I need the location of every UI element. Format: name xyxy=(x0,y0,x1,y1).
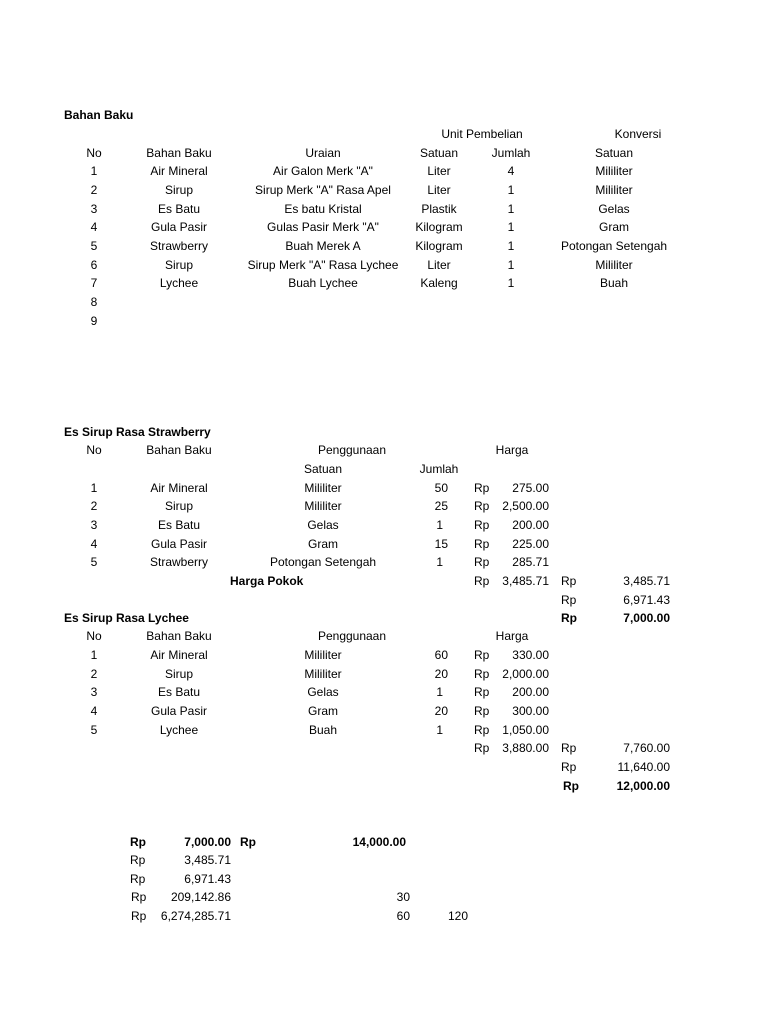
cell-bahan: Air Mineral xyxy=(150,648,208,662)
summary-value: 6,274,285.71 xyxy=(160,909,231,923)
cell-satuan: Gelas xyxy=(307,685,339,699)
summary-rp: Rp xyxy=(130,853,146,867)
cell-jumlah: 1 xyxy=(507,239,515,253)
cell-satuan: Plastik xyxy=(421,202,457,216)
cell-jumlah: 1 xyxy=(507,202,515,216)
cell-satuan: Potongan Setengah xyxy=(269,555,377,569)
cell-jumlah: 25 xyxy=(434,499,448,513)
cell-no: 2 xyxy=(90,183,98,197)
cell-no: 5 xyxy=(90,723,98,737)
cell-harga: 2,500.00 xyxy=(502,499,549,513)
cell-harga: 1,050.00 xyxy=(502,723,549,737)
cell-rp: Rp xyxy=(474,648,490,662)
side-value: 7,760.00 xyxy=(623,741,670,755)
cell-satuan: Kilogram xyxy=(415,239,463,253)
cell-konversi: Potongan Setengah xyxy=(560,239,668,253)
col-header-no: No xyxy=(86,629,102,643)
cell-jumlah: 1 xyxy=(507,258,515,272)
summary-rp: Rp xyxy=(131,909,147,923)
cell-rp: Rp xyxy=(474,723,490,737)
col-header-bahan-baku: Bahan Baku xyxy=(146,146,212,160)
cell-no: 6 xyxy=(90,258,98,272)
cell-bahan: Es Batu xyxy=(157,518,201,532)
cell-konversi: Buah xyxy=(599,276,629,290)
summary-rp-2: Rp xyxy=(240,835,256,849)
cell-jumlah: 20 xyxy=(434,704,448,718)
cell-uraian: Sirup Merk "A" Rasa Apel xyxy=(255,183,391,197)
cell-no: 2 xyxy=(90,499,98,513)
cell-satuan: Mililiter xyxy=(304,648,342,662)
cell-bahan: Sirup xyxy=(164,667,194,681)
summary-extra: 60 xyxy=(396,909,410,923)
harga-pokok-label: Harga Pokok xyxy=(230,574,304,588)
cell-no: 2 xyxy=(90,667,98,681)
cell-uraian: Gulas Pasir Merk "A" xyxy=(267,220,379,234)
summary-extra-2: 120 xyxy=(447,909,468,923)
side-rp: Rp xyxy=(561,593,577,607)
cell-bahan: Lychee xyxy=(159,723,199,737)
cell-rp: Rp xyxy=(474,667,490,681)
side-rp: Rp xyxy=(561,574,577,588)
cell-no: 4 xyxy=(90,704,98,718)
cell-rp: Rp xyxy=(474,685,490,699)
cell-harga: 300.00 xyxy=(512,704,549,718)
col-header-konversi-satuan: Satuan xyxy=(594,146,634,160)
side-value: 3,485.71 xyxy=(623,574,670,588)
col-header-bahan-baku: Bahan Baku xyxy=(146,629,212,643)
cell-jumlah: 60 xyxy=(434,648,448,662)
cell-no: 3 xyxy=(90,685,98,699)
summary-rp: Rp xyxy=(131,890,147,904)
cell-jumlah: 20 xyxy=(434,667,448,681)
cell-konversi: Gram xyxy=(599,220,629,234)
cell-bahan: Strawberry xyxy=(149,239,209,253)
summary-value: 6,971.43 xyxy=(184,872,231,886)
cell-bahan: Es Batu xyxy=(157,685,201,699)
cell-jumlah: 1 xyxy=(436,723,443,737)
cell-satuan: Gram xyxy=(308,537,338,551)
col-header-penggunaan: Penggunaan xyxy=(317,443,387,457)
cell-rp: Rp xyxy=(474,704,490,718)
cell-bahan: Air Mineral xyxy=(150,481,208,495)
summary-value: 3,485.71 xyxy=(184,853,231,867)
total-rp: Rp xyxy=(474,741,490,755)
cell-harga: 225.00 xyxy=(512,537,549,551)
cell-no: 3 xyxy=(90,518,98,532)
cell-rp: Rp xyxy=(474,481,490,495)
cell-uraian: Sirup Merk "A" Rasa Lychee xyxy=(247,258,399,272)
col-header-jumlah: Jumlah xyxy=(419,462,459,476)
cell-jumlah: 1 xyxy=(507,276,515,290)
bahan-baku-title: Bahan Baku xyxy=(64,108,134,122)
side-value: 11,640.00 xyxy=(617,760,670,774)
cell-satuan: Liter xyxy=(427,258,451,272)
summary-value-2: 14,000.00 xyxy=(352,835,406,849)
total-rp: Rp xyxy=(474,574,490,588)
cell-konversi: Gelas xyxy=(598,202,630,216)
cell-bahan: Gula Pasir xyxy=(150,220,208,234)
cell-uraian: Es batu Kristal xyxy=(284,202,362,216)
cell-harga: 330.00 xyxy=(512,648,549,662)
cell-jumlah: 1 xyxy=(507,183,515,197)
side-value: 6,971.43 xyxy=(623,593,670,607)
cell-konversi: Mililiter xyxy=(595,183,633,197)
cell-bahan: Es Batu xyxy=(157,202,201,216)
side-rp: Rp xyxy=(561,611,577,625)
cell-satuan: Kaleng xyxy=(420,276,458,290)
cell-bahan: Gula Pasir xyxy=(150,704,208,718)
side-rp: Rp xyxy=(561,760,577,774)
cell-uraian: Buah Lychee xyxy=(288,276,358,290)
cell-no: 4 xyxy=(90,220,98,234)
cell-satuan: Mililiter xyxy=(304,499,342,513)
cell-no: 1 xyxy=(90,481,98,495)
cell-rp: Rp xyxy=(474,555,490,569)
col-header-bahan-baku: Bahan Baku xyxy=(146,443,212,457)
col-header-penggunaan: Penggunaan xyxy=(317,629,387,643)
col-header-satuan: Satuan xyxy=(303,462,343,476)
cell-satuan: Mililiter xyxy=(304,481,342,495)
cell-no: 9 xyxy=(90,314,98,328)
cell-harga: 200.00 xyxy=(512,518,549,532)
cell-no: 3 xyxy=(90,202,98,216)
cell-bahan: Lychee xyxy=(159,276,199,290)
side-value: 7,000.00 xyxy=(623,611,670,625)
cell-satuan: Kilogram xyxy=(415,220,463,234)
cell-harga: 2,000.00 xyxy=(502,667,549,681)
cell-bahan: Gula Pasir xyxy=(150,537,208,551)
cell-rp: Rp xyxy=(474,499,490,513)
cell-bahan: Sirup xyxy=(164,258,194,272)
cell-rp: Rp xyxy=(474,537,490,551)
total-value: 3,880.00 xyxy=(502,741,549,755)
cell-jumlah: 1 xyxy=(436,518,443,532)
cell-jumlah: 1 xyxy=(436,555,443,569)
summary-value: 209,142.86 xyxy=(170,890,231,904)
cell-satuan: Buah xyxy=(308,723,338,737)
cell-bahan: Strawberry xyxy=(149,555,209,569)
cell-satuan: Liter xyxy=(427,183,451,197)
summary-rp: Rp xyxy=(130,872,146,886)
cell-jumlah: 15 xyxy=(434,537,448,551)
col-header-no: No xyxy=(86,443,102,457)
total-value: 3,485.71 xyxy=(502,574,549,588)
cell-uraian: Buah Merek A xyxy=(285,239,361,253)
cell-no: 5 xyxy=(90,555,98,569)
cell-no: 1 xyxy=(90,648,98,662)
cell-no: 4 xyxy=(90,537,98,551)
cell-jumlah: 1 xyxy=(507,220,515,234)
strawberry-title: Es Sirup Rasa Strawberry xyxy=(64,425,211,439)
col-header-uraian: Uraian xyxy=(305,146,341,160)
col-header-harga: Harga xyxy=(495,629,529,643)
cell-harga: 275.00 xyxy=(512,481,549,495)
cell-rp: Rp xyxy=(474,518,490,532)
cell-jumlah: 1 xyxy=(436,685,443,699)
col-header-satuan: Satuan xyxy=(419,146,459,160)
cell-harga: 200.00 xyxy=(512,685,549,699)
cell-satuan: Mililiter xyxy=(304,667,342,681)
cell-no: 5 xyxy=(90,239,98,253)
cell-no: 1 xyxy=(90,164,98,178)
summary-value: 7,000.00 xyxy=(184,835,231,849)
cell-satuan: Gelas xyxy=(307,518,339,532)
cell-jumlah: 50 xyxy=(434,481,448,495)
col-header-no: No xyxy=(86,146,102,160)
konversi-header: Konversi xyxy=(614,127,662,141)
cell-harga: 285.71 xyxy=(512,555,549,569)
cell-bahan: Sirup xyxy=(164,499,194,513)
cell-bahan: Sirup xyxy=(164,183,194,197)
side-rp: Rp xyxy=(561,741,577,755)
summary-extra: 30 xyxy=(396,890,410,904)
side-value: 12,000.00 xyxy=(616,779,670,793)
cell-satuan: Gram xyxy=(308,704,338,718)
col-header-jumlah: Jumlah xyxy=(491,146,531,160)
cell-konversi: Mililiter xyxy=(595,258,633,272)
cell-no: 7 xyxy=(90,276,98,290)
col-header-harga: Harga xyxy=(495,443,529,457)
side-rp: Rp xyxy=(563,779,579,793)
cell-uraian: Air Galon Merk "A" xyxy=(273,164,373,178)
lychee-title: Es Sirup Rasa Lychee xyxy=(64,611,189,625)
cell-satuan: Liter xyxy=(427,164,451,178)
cell-konversi: Mililiter xyxy=(595,164,633,178)
summary-rp: Rp xyxy=(130,835,146,849)
cell-jumlah: 4 xyxy=(507,164,515,178)
cell-no: 8 xyxy=(90,295,98,309)
unit-pembelian-header: Unit Pembelian xyxy=(441,127,523,141)
cell-bahan: Air Mineral xyxy=(150,164,208,178)
